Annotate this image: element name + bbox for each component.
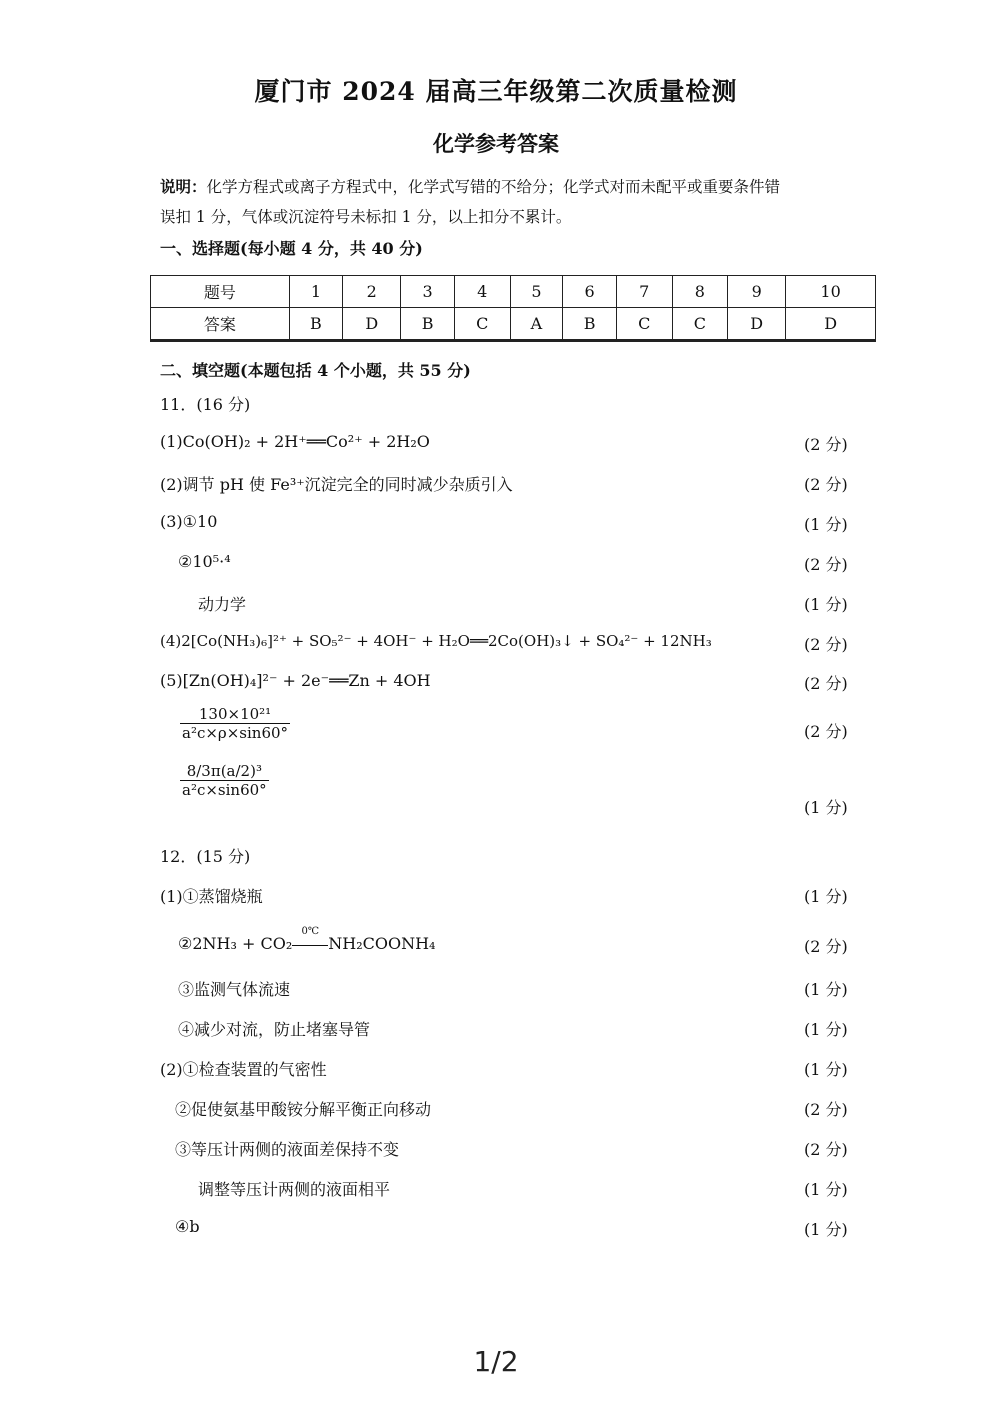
note-label: 说明： [160,177,207,196]
question-number-cell: 7 [616,276,672,308]
q11-fraction-2-score: (1 分) [804,798,848,817]
page-number: 1/2 [473,1345,519,1378]
question-number-cell: 3 [401,276,455,308]
reaction-arrow-icon [292,925,328,950]
q12-answer-2-5: ④b [175,1217,200,1236]
q11-fraction-2 [180,762,269,799]
q11-answer-4: (4)2[Co(NH₃)₆]²⁺ + SO₅²⁻ + 4OH⁻ + H₂O══2Co(OH)₃↓ + SO₄²⁻ + 12NH₃ [160,632,712,650]
q11-answer-3-1: (3)①10 [160,512,218,531]
q11-answer-2-score: (2 分) [804,475,848,494]
answer-cell: B [289,308,343,341]
fraction-2-numerator: 8/3π(a/2)³ [180,762,269,781]
q11-answer-3-1-score: (1 分) [804,515,848,534]
q12-answer-1-1: (1)①蒸馏烧瓶 [160,887,263,906]
q12-answer-1-4: ④减少对流，防止堵塞导管 [178,1020,371,1039]
q12-answer-1-2 [178,925,436,953]
question-number-row [151,276,876,308]
q11-answer-3-3: 动力学 [198,595,247,614]
instructions-note [160,172,875,232]
q12-answer-2-3-score: (2 分) [804,1140,848,1159]
q11-answer-5: (5)[Zn(OH)₄]²⁻ + 2e⁻══Zn + 4OH [160,671,431,690]
reaction-product: NH₂COONH₄ [328,934,436,953]
question-number-cell: 10 [786,276,876,308]
answer-cell: B [563,308,617,341]
question-number-cell: 5 [510,276,563,308]
fraction-1-numerator: 130×10²¹ [180,705,290,724]
question-number-cell: 8 [672,276,728,308]
answer-cell: C [454,308,510,341]
section2-heading: 二、填空题(本题包括 4 个小题，共 55 分) [160,361,471,380]
q12-answer-2-1-score: (1 分) [804,1060,848,1079]
q11-fraction-1-score: (2 分) [804,722,848,741]
q12-answer-1-4-score: (1 分) [804,1020,848,1039]
question-number-cell: 1 [289,276,343,308]
q11-fraction-1 [180,705,290,742]
answer-row [151,308,876,341]
q12-answer-2-3: ③等压计两侧的液面差保持不变 [175,1140,400,1159]
q11-answer-1-score: (2 分) [804,435,848,454]
answer-cell: C [672,308,728,341]
q12-answer-1-3-score: (1 分) [804,980,848,999]
q12-answer-2-1: (2)①检查装置的气密性 [160,1060,327,1079]
answer-cell: D [786,308,876,341]
reaction-reactants: ②2NH₃ + CO₂ [178,934,293,953]
question-number-cell: 9 [728,276,786,308]
answer-cell: D [343,308,401,341]
answer-cell: A [510,308,563,341]
q12-answer-2-4: 调整等压计两侧的液面相平 [198,1180,391,1199]
q11-answer-1: (1)Co(OH)₂ + 2H⁺══Co²⁺ + 2H₂O [160,432,430,451]
row-label-number: 题号 [151,276,290,308]
answer-table [150,275,876,342]
note-line-1: 化学方程式或离子方程式中，化学式写错的不给分；化学式对而未配平或重要条件错 [206,178,781,196]
fraction-1-denominator: a²c×ρ×sin60° [182,724,289,742]
q11-heading: 11．(16 分) [160,395,251,414]
answer-cell: C [616,308,672,341]
q12-answer-1-3: ③监测气体流速 [178,980,291,999]
question-number-cell: 4 [454,276,510,308]
answer-cell: D [728,308,786,341]
q11-answer-2: (2)调节 pH 使 Fe³⁺沉淀完全的同时减少杂质引入 [160,475,513,494]
q12-answer-1-2-score: (2 分) [804,937,848,956]
note-line-2: 误扣 1 分，气体或沉淀符号未标扣 1 分，以上扣分不累计。 [160,208,572,226]
q11-answer-3-3-score: (1 分) [804,595,848,614]
row-label-answer: 答案 [151,308,290,341]
document-title: 厦门市 2024 届高三年级第二次质量检测 [254,77,738,106]
q12-answer-2-2: ②促使氨基甲酸铵分解平衡正向移动 [175,1100,432,1119]
q11-answer-3-2-score: (2 分) [804,555,848,574]
document-subtitle: 化学参考答案 [433,131,559,156]
q12-answer-2-2-score: (2 分) [804,1100,848,1119]
q12-answer-2-4-score: (1 分) [804,1180,848,1199]
fraction-2-denominator: a²c×sin60° [182,781,267,799]
answer-cell: B [401,308,455,341]
question-number-cell: 2 [343,276,401,308]
reaction-condition: 0℃ [301,925,320,937]
section1-heading: 一、选择题(每小题 4 分，共 40 分) [160,239,423,258]
q12-answer-1-1-score: (1 分) [804,887,848,906]
q12-answer-2-5-score: (1 分) [804,1220,848,1239]
q11-answer-4-score: (2 分) [804,635,848,654]
q11-answer-3-2: ②10⁵·⁴ [178,552,231,571]
q11-answer-5-score: (2 分) [804,674,848,693]
q12-heading: 12．(15 分) [160,847,251,866]
question-number-cell: 6 [563,276,617,308]
